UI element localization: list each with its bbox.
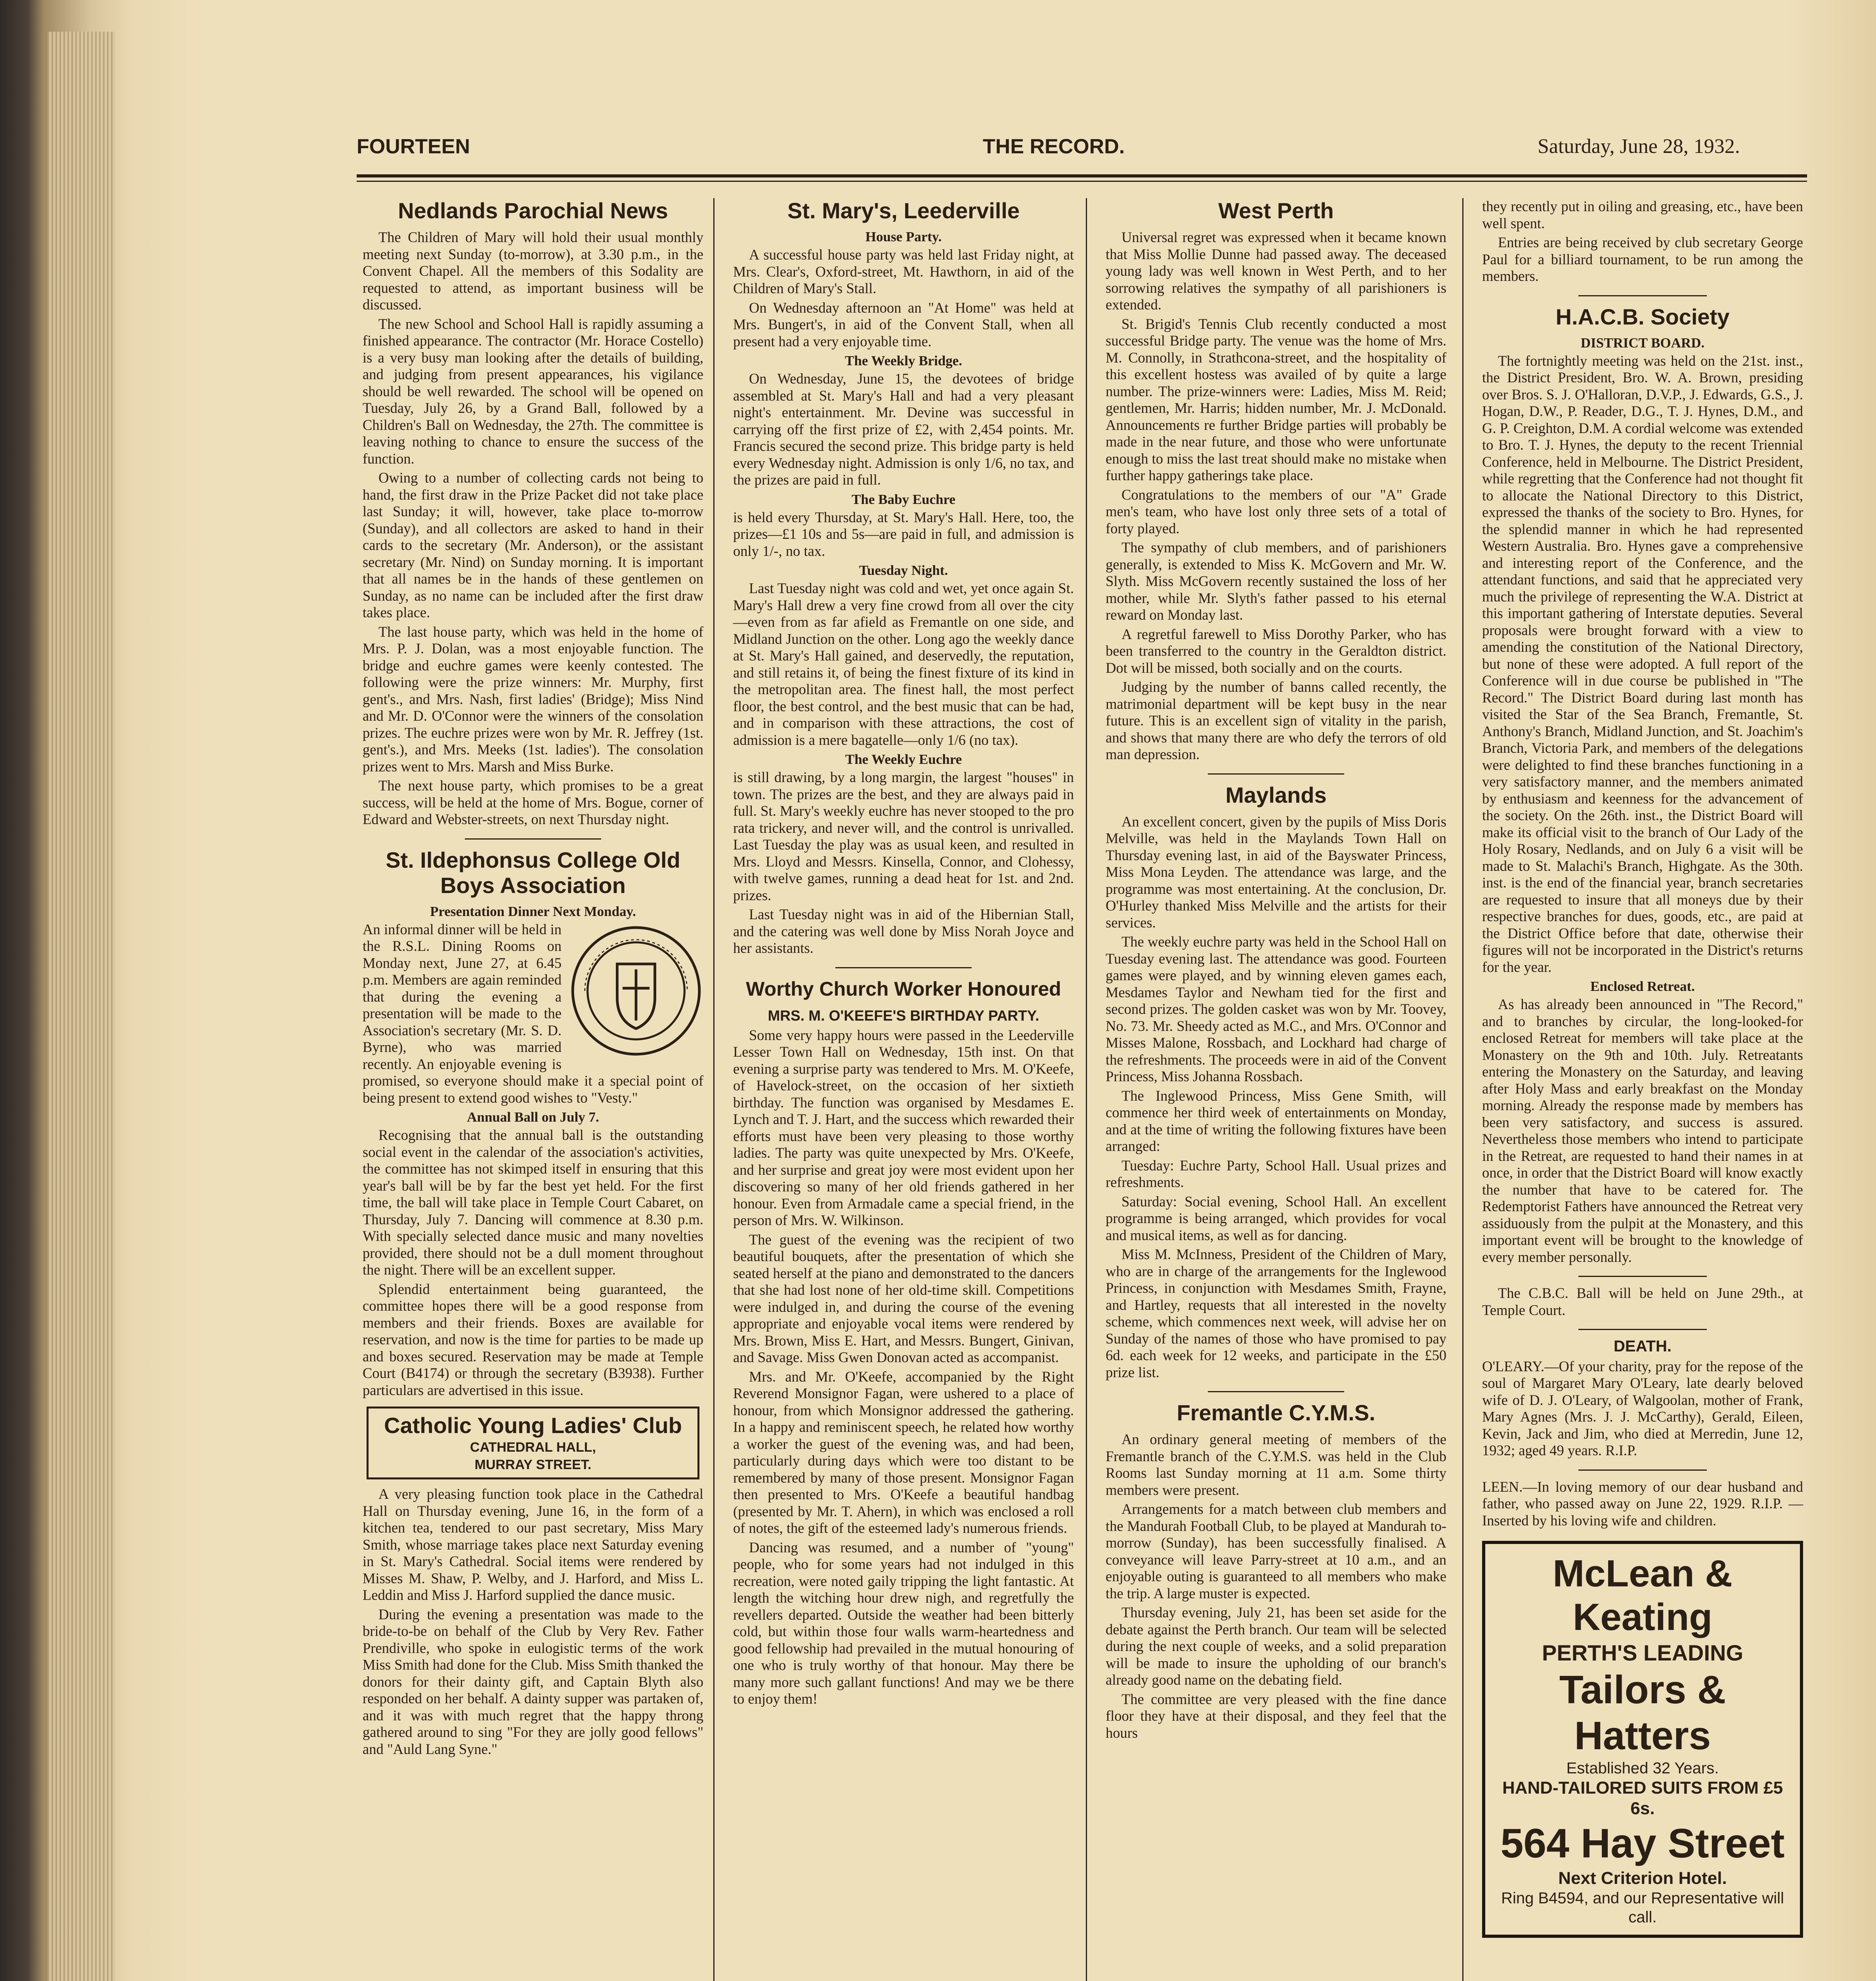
divider <box>1578 295 1707 296</box>
ad-landmark: Next Criterion Hotel. <box>1558 1868 1727 1888</box>
ad-business-name: McLean & Keating <box>1553 1552 1733 1638</box>
page-number: FOURTEEN <box>357 135 470 158</box>
column-1 <box>363 198 703 1760</box>
column-rule <box>713 198 714 1981</box>
subheading-birthday-party: MRS. M. O'KEEFE'S BIRTHDAY PARTY. <box>768 1007 1039 1024</box>
cyl-street: MURRAY STREET. <box>474 1457 592 1472</box>
headline-fremantle-cyms: Fremantle C.Y.M.S. <box>1177 1400 1375 1425</box>
article-paragraph: The next house party, which promises to be a great success, will be held at the home of Mrs. Bogue, corner of Edward and Webster-streets, on next Thursday night. <box>363 777 703 827</box>
header-rule-thin <box>357 181 1807 182</box>
article-paragraph: Recognising that the annual ball is the outstanding social event in the calendar of the association's activities, the committee has not skimped itself in ensuring that this year's ball will be by far the best yet held. For the first time, the ball will take place in Temple Court Cabaret, on Thursday, July 7. Dancing will commence at 8.30 p.m. With specially selected dance music and many novelties provided, there should not be a dull moment throughout the night. There will be an excellent supper. <box>363 1127 703 1278</box>
header-rule-thick <box>357 174 1807 177</box>
ad-address: 564 Hay Street <box>1500 1821 1785 1866</box>
article-paragraph: Tuesday: Euchre Party, School Hall. Usual prizes and refreshments. <box>1106 1157 1446 1190</box>
death-heading: DEATH. <box>1614 1338 1672 1355</box>
death-notice: O'LEARY.—Of your charity, pray for the repose of the soul of Margaret Mary O'Leary, late dearly beloved wife of D. J. O'Leary, of Walgoolan, mother of Frank, Mary Agnes (Mrs. J. J. McCarthy), Gerald, Eileen, Kevin, Jack and Jim, who died at Merredin, June 12, 1932; aged 49 years. R.I.P. <box>1482 1358 1803 1458</box>
column-rule <box>1086 198 1087 1981</box>
column-2 <box>733 198 1074 1710</box>
masthead: THE RECORD. <box>983 135 1125 158</box>
article-paragraph: Last Tuesday night was cold and wet, yet once again St. Mary's Hall drew a very fine crowd from all over the city—even from as far afield as Fremantle on one side, and Midland Junction on the other. Long ago the weekly dance at St. Mary's Hall gained, and deservedly, the reputation, and still retains it, of being the finest fixture of its kind in the metropolitan area. The finest hall, the most perfect floor, the best control, and the best music that can be had, and in comparison with these attractions, the cost of admission is a mere bagatelle—only 1/6 (no tax). <box>733 580 1074 748</box>
ad-phone: Ring B4594, and our Representative will call. <box>1501 1889 1784 1926</box>
headline-maylands: Maylands <box>1225 782 1327 807</box>
article-paragraph: An informal dinner will be held in the R.S.L. Dining Rooms on Monday next, June 27, at 6.45 p.m. Members are again reminded that during the evening a presentation will be made to the Association's secretary (Mr. S. D. Byrne), who was married recently. An enjoyable evening is promised, so everyone should make it a special point of being present to extend good wishes to "Vesty." <box>363 921 703 1106</box>
article-paragraph: Some very happy hours were passed in the Leederville Lesser Town Hall on Wednesday, 15th inst. On that evening a surprise party was tendered to Mrs. M. O'Keefe, of Havelock-street, on the occasion of her sixtieth birthday. The function was organised by Mesdames E. Lynch and T. J. Hart, and the success which rewarded their efforts must have been very pleasing to those worthy ladies. The party was quite unexpected by Mrs. O'Keefe, and her surprise and great joy were most evident upon her discovering so many of her old friends gathered in her honour. Even from Armadale came a special friend, in the person of Mrs. W. Wilkinson. <box>733 1027 1074 1228</box>
article-paragraph: Entries are being received by club secretary George Paul for a billiard tournament, to be run among the members. <box>1482 234 1803 284</box>
column-3 <box>1106 198 1446 1744</box>
article-paragraph: During the evening a presentation was made to the bride-to-be on behalf of the Club by Very Rev. Father Prendiville, who spoke in eulogistic terms of the work Miss Smith had done for the Club. Miss Smith thanked the donors for their dainty gift, and Captain Blyth also responded on her behalf. A dainty supper was partaken of, and it was with much regret that the happy throng gathered around to sing "For they are jolly good fellows" and "Auld Lang Syne." <box>363 1606 703 1757</box>
article-paragraph: Thursday evening, July 21, has been set aside for the debate against the Perth branch. Our team will be selected during the next couple of weeks, and a solid preparation will be made to insure the upholding of our branch's already good name on the debating field. <box>1106 1604 1446 1688</box>
article-paragraph: An ordinary general meeting of members of the Fremantle branch of the C.Y.M.S. was held in the Club Rooms last Sunday morning at 11 a.m. Some thirty members were present. <box>1106 1431 1446 1498</box>
book-page-edges <box>48 32 115 1981</box>
article-paragraph: The Children of Mary will hold their usual monthly meeting next Sunday (to-morrow), at 3.30 p.m., in the Convent Chapel. All the members of this Sodality are requested to attend, as important business will be discussed. <box>363 229 703 313</box>
article-paragraph: Saturday: Social evening, School Hall. An excellent programme is being arranged, which provides for vocal and musical items, as well as for dancing. <box>1106 1193 1446 1243</box>
article-paragraph: As has already been announced in "The Record," and to branches by circular, the long-looked-for enclosed Retreat for members will take place at the Monastery on the 9th and 10th. July. Retreatants entering the Monastery on the Saturday, and leaving after Holy Mass and early breakfast on the Monday morning. Already the response made by members has been very satisfactory, and success is assured. Nevertheless those members who intend to participate in the Retreat, are requested to hand their names in at once, in order that the District Board will know exactly the number that have to be catered for. The Redemptorist Fathers have announced the Retreat very assiduously from the pulpit at the Monastery, and this important event will be brought to the knowledge of every member personally. <box>1482 996 1803 1265</box>
article-paragraph: Judging by the number of banns called recently, the matrimonial department will be kept busy in the near future. This is an excellent sign of vitality in the parish, and shows that many there are who defy the terrors of old man depression. <box>1106 679 1446 762</box>
subheading-baby-euchre: The Baby Euchre <box>852 491 955 507</box>
column-rule <box>1462 198 1463 1981</box>
cyl-club-heading-box <box>367 1407 699 1479</box>
headline-st-marys: St. Mary's, Leederville <box>787 198 1020 223</box>
article-paragraph: Arrangements for a match between club members and the Mandurah Football Club, to be played at Mandurah to-morrow (Sunday), has been successfully finalised. A conveyance will leave Parry-street at 10 a.m., and an enjoyable outing is guaranteed to all members who make the trip. A large muster is expected. <box>1106 1501 1446 1601</box>
headline-nedlands: Nedlands Parochial News <box>398 198 668 223</box>
article-paragraph: On Wednesday, June 15, the devotees of bridge assembled at St. Mary's Hall and had a very pleasant night's entertainment. Mr. Devine was successful in carrying off the first prize of £2, with 2,454 points. Mr. Francis secured the second prize. This bridge party is held every Wednesday night. Admission is only 1/6, no tax, and the prizes are paid in full. <box>733 370 1074 488</box>
article-paragraph: An excellent concert, given by the pupils of Miss Doris Melville, was held in the Maylands Town Hall on Thursday evening last, in aid of the Bayswater Princess, Miss Mona Leyden. The attendance was large, and the programme was most entertaining. At the conclusion, Dr. O'Hurley thanked Miss Melville and the artists for their services. <box>1106 813 1446 931</box>
article-paragraph: The sympathy of club members, and of parishioners generally, is extended to Miss K. McGovern and Mr. W. Slyth. Miss McGovern recently sustained the loss of her mother, while Mr. Slyth's father passed to his eternal reward on Monday last. <box>1106 539 1446 623</box>
article-paragraph: Dancing was resumed, and a number of "young" people, who for some years had not indulged in this recreation, were noted gaily tripping the light fantastic. At length the witching hour drew nigh, and regretfully the revellers departed. Outside the weather had been bitterly cold, but within those four walls warm-heartedness and good fellowship had prevailed in the mutual honouring of one who is truly worthy of that honour. May there be many more such gallant functions! And may we be there to enjoy them! <box>733 1539 1074 1707</box>
subheading-weekly-euchre: The Weekly Euchre <box>845 752 962 767</box>
divider <box>1578 1276 1707 1277</box>
headline-hacb: H.A.C.B. Society <box>1555 304 1730 329</box>
divider <box>1578 1329 1707 1330</box>
page-header <box>357 135 1807 166</box>
article-paragraph: A very pleasing function took place in the Cathedral Hall on Thursday evening, June 16, in the form of a kitchen tea, tendered to our past secretary, Miss Mary Smith, whose marriage takes place next Saturday evening in St. Mary's Cathedral. Social items were rendered by Misses M. Shaw, P. Welby, and J. Harford, and Miss L. Leddin and Miss J. Harford supplied the dance music. <box>363 1486 703 1603</box>
article-paragraph: Congratulations to the members of our "A" Grade men's team, who have lost only three sets of a total of forty played. <box>1106 486 1446 536</box>
column-4 <box>1482 198 1803 1938</box>
divider <box>1208 773 1344 775</box>
cyl-venue: CATHEDRAL HALL, <box>470 1440 596 1455</box>
divider <box>1578 1470 1707 1471</box>
article-paragraph: Owing to a number of collecting cards not being to hand, the first draw in the Prize Packet did not take place last Sunday; it will, however, take place to-morrow (Sunday), and all collectors are asked to hand in their cards to the secretary (Mr. Anderson), or the assistant secretary (Mr. Nind) on Sunday morning. It is important that all names be in the hands of these gentlemen on Sunday, as no name can be included after the first draw takes place. <box>363 469 703 620</box>
article-paragraph: is held every Thursday, at St. Mary's Hall. Here, too, the prizes—£1 10s and 5s—are paid in full, and admission is only 1/-, no tax. <box>733 509 1074 559</box>
article-paragraph: Last Tuesday night was in aid of the Hibernian Stall, and the catering was well done by Miss Norah Joyce and her assistants. <box>733 906 1074 956</box>
article-paragraph: they recently put in oiling and greasing, etc., have been well spent. <box>1482 198 1803 231</box>
article-paragraph: Splendid entertainment being guaranteed, the committee hopes there will be a good response from members and their friends. Boxes are available for reservation, and now is the time for parties to be made up and boxes secured. Reservation may be made at Temple Court (B4174) or through the secretary (B3938). Further particulars are advertised in this issue. <box>363 1281 703 1398</box>
article-paragraph: St. Brigid's Tennis Club recently conducted a most successful Bridge party. The venue was the home of Mrs. M. Connolly, in Strathcona-street, and the hospitality of this excellent hostess was availed of by quite a large number. The prize-winners were: Ladies, Miss M. Reid; gentlemen, Mr. Harris; hidden number, Mr. J. McDonald. Announcements re further Bridge parties will probably be made in the near future, and those who were unfortunate enough to miss the last treat should make no mistake when further happy gatherings take place. <box>1106 315 1446 483</box>
issue-date: Saturday, June 28, 1932. <box>1538 135 1740 158</box>
subheading-tuesday-night: Tuesday Night. <box>859 563 948 578</box>
headline-west-perth: West Perth <box>1218 198 1334 223</box>
article-paragraph: is still drawing, by a long margin, the largest "houses" in town. The prizes are the best, and they are always paid in full. St. Mary's weekly euchre has never stooped to the pro rata trickery, and never will, and the control is unrivalled. Last Tuesday the play was as usual keen, and resulted in Mrs. Lloyd and Messrs. Kinsella, Connor, and Clohessy, with twelve games, running a dead heat for 1st. and 2nd. prizes. <box>733 769 1074 903</box>
ad-tagline: PERTH'S LEADING <box>1542 1640 1744 1665</box>
subheading-district-board: DISTRICT BOARD. <box>1580 335 1705 351</box>
college-crest-icon <box>569 924 703 1058</box>
ad-established: Established 32 Years. <box>1566 1760 1719 1777</box>
article-paragraph: The guest of the evening was the recipient of two beautiful bouquets, after the presentation of which she seated herself at the piano and demonstrated to the dancers that she had lost none of her old-time skill. Competitions were indulged in, and during the course of the evening appropriate and enjoyable vocal items were rendered by Mrs. Brown, Miss E. Hart, and Messrs. Bungert, Ginivan, and Savage. Miss Gwen Donovan acted as accompanist. <box>733 1231 1074 1365</box>
memoriam-notice: LEEN.—In loving memory of our dear husband and father, who passed away on June 22, 1929. R.I.P. —Inserted by his loving wife and children. <box>1482 1478 1803 1529</box>
ad-suits-price: HAND-TAILORED SUITS FROM £5 6s. <box>1502 1778 1783 1818</box>
subheading-ball: Annual Ball on July 7. <box>467 1109 599 1125</box>
article-paragraph: Miss M. McInness, President of the Children of Mary, who are in charge of the arrangements for the Inglewood Princess, in conjunction with Mesdames Smith, Frayne, and Hartley, requests that all interested in the novelty scheme, which commences next week, will advise her on Sunday of the names of those who have promised to pay 6d. each week for 12 weeks, and participate in the £50 prize list. <box>1106 1246 1446 1380</box>
article-paragraph: The Inglewood Princess, Miss Gene Smith, will commence her third week of entertainments on Monday, and at the time of writing the following fixtures have been arranged: <box>1106 1087 1446 1154</box>
headline-ildephonsus: St. Ildephonsus College Old Boys Association <box>386 847 680 898</box>
subheading-weekly-bridge: The Weekly Bridge. <box>845 353 962 368</box>
subheading-retreat: Enclosed Retreat. <box>1590 979 1695 994</box>
article-paragraph: On Wednesday afternoon an "At Home" was held at Mrs. Bungert's, in aid of the Convent Stall, when all present had a very enjoyable time. <box>733 299 1074 349</box>
divider <box>835 967 972 968</box>
article-paragraph: The committee are very pleased with the fine dance floor they have at their disposal, and they feel that the hours <box>1106 1691 1446 1741</box>
article-paragraph: The weekly euchre party was held in the School Hall on Tuesday evening last. The attendance was good. Fourteen games were played, and by winning eleven games each, Mesdames Taylor and Newham tied for the first and second prizes. The golden casket was won by Mr. Toovey, No. 73. Mr. Sheedy acted as M.C., and Mrs. O'Connor and Misses Malone, Rossbach, and Lockhard had charge of the refreshments. The proceeds were in aid of the Convent Princess, Miss Johanna Rossbach. <box>1106 933 1446 1084</box>
headline-cyl-club: Catholic Young Ladies' Club <box>384 1413 682 1438</box>
article-paragraph: A regretful farewell to Miss Dorothy Parker, who has been transferred to the country in the Geraldton district. Dot will be missed, both socially and on the courts. <box>1106 626 1446 676</box>
cbc-ball-notice: The C.B.C. Ball will be held on June 29th., at Temple Court. <box>1482 1285 1803 1318</box>
subheading-house-party: House Party. <box>865 229 942 244</box>
headline-worthy-worker: Worthy Church Worker Honoured <box>746 977 1061 1000</box>
article-paragraph: Universal regret was expressed when it became known that Miss Mollie Dunne had passed away. The deceased young lady was well known in West Perth, and to her sorrowing relatives the sympathy of all parishioners is extended. <box>1106 229 1446 313</box>
article-paragraph: The fortnightly meeting was held on the 21st. inst., the District President, Bro. W. A. Brown, presiding over Bros. S. J. O'Halloran, D.V.P., J. Edwards, G.S., J. Hogan, D.W., P. Reader, D.G., T. J. Hynes, D.M., and G. P. Creighton, D.M. A cordial welcome was extended to Bro. T. J. Hynes, the deputy to the recent Triennial Conference, held in Melbourne. The District President, while regretting that the Conference had not thought fit to allocate the National Directory to this District, expressed the thanks of the society to Bro. Hynes, for the splendid manner in which he had represented Western Australia. Bro. Hynes gave a comprehensive and interesting report of the Conference, and the attendant functions, and said that he appreciated very much the privilege of representing the W.A. District at this important gathering of Interstate deputies. Several proposals were brought forward with a view to amending the constitution of the National Directory, but none of these were adopted. A full report of the Conference will in due course be published in "The Record." The District Board during last month has visited the Star of the Sea Branch, Fremantle, St. Anthony's Branch, Midland Junction, and St. Joachim's Branch, Victoria Park, and members of the delegations were delighted to find these branches functioning in a very satisfactory manner, and the members animated by enthusiasm and keenness for the advancement of the society. On the 26th. inst., the District Board will make its official visit to the branch of Our Lady of the Holy Rosary, Nedlands, and on July 6 a visit will be made to St. Malachi's Branch, Highgate. As the 30th. inst. is the end of the financial year, branch secretaries are requested to insure that all moneys due by their respective branches for dues, goods, etc., are paid at the District Office before that date, otherwise their figures will not be incorporated in the District's returns for the year. <box>1482 352 1803 975</box>
divider <box>465 838 601 840</box>
article-paragraph: The last house party, which was held in the home of Mrs. P. J. Dolan, was a most enjoyable function. The bridge and euchre games were keenly contested. The following were the prize winners: Mr. Murphy, first gent's., and Mrs. Nash, first ladies' (Bridge); Miss Nind and Mr. D. O'Connor were the winners of the consolation prizes. The euchre prizes were won by Mr. R. Jeffrey (1st. gent's.), and Mrs. Meeks (1st. ladies'). The consolation prizes went to Mrs. Marsh and Miss Burke. <box>363 623 703 775</box>
subheading-dinner: Presentation Dinner Next Monday. <box>430 903 636 919</box>
article-paragraph: A successful house party was held last Friday night, at Mrs. Clear's, Oxford-street, Mt. Hawthorn, in aid of the Children of Mary's Stall. <box>733 246 1074 296</box>
divider <box>1208 1391 1344 1392</box>
tailors-advertisement <box>1482 1541 1803 1938</box>
article-paragraph: Mrs. and Mr. O'Keefe, accompanied by the Right Reverend Monsignor Fagan, were ushered to a place of honour, from which Monsignor addressed the gathering. In a happy and reminiscent speech, he related how worthy a worker the guest of the evening was, and had been, particularly during days which were too distant to be remembered by many of those present. Monsignor Fagan then presented to Mrs. O'Keefe a beautiful handbag (presented by Mr. T. Ahern), in which was enclosed a roll of notes, the gift of the esteemed lady's numerous friends. <box>733 1368 1074 1536</box>
ad-trade: Tailors & Hatters <box>1559 1668 1726 1758</box>
article-paragraph: The new School and School Hall is rapidly assuming a finished appearance. The contractor (Mr. Horace Costello) is a very busy man looking after the details of building, and judging from present appearances, his vigilance should be well rewarded. The school will be opened on Tuesday, July 26, by a Grand Ball, followed by a Children's Ball on Wednesday, the 27th. The committee is leaving nothing to chance to ensure the success of the function. <box>363 315 703 467</box>
